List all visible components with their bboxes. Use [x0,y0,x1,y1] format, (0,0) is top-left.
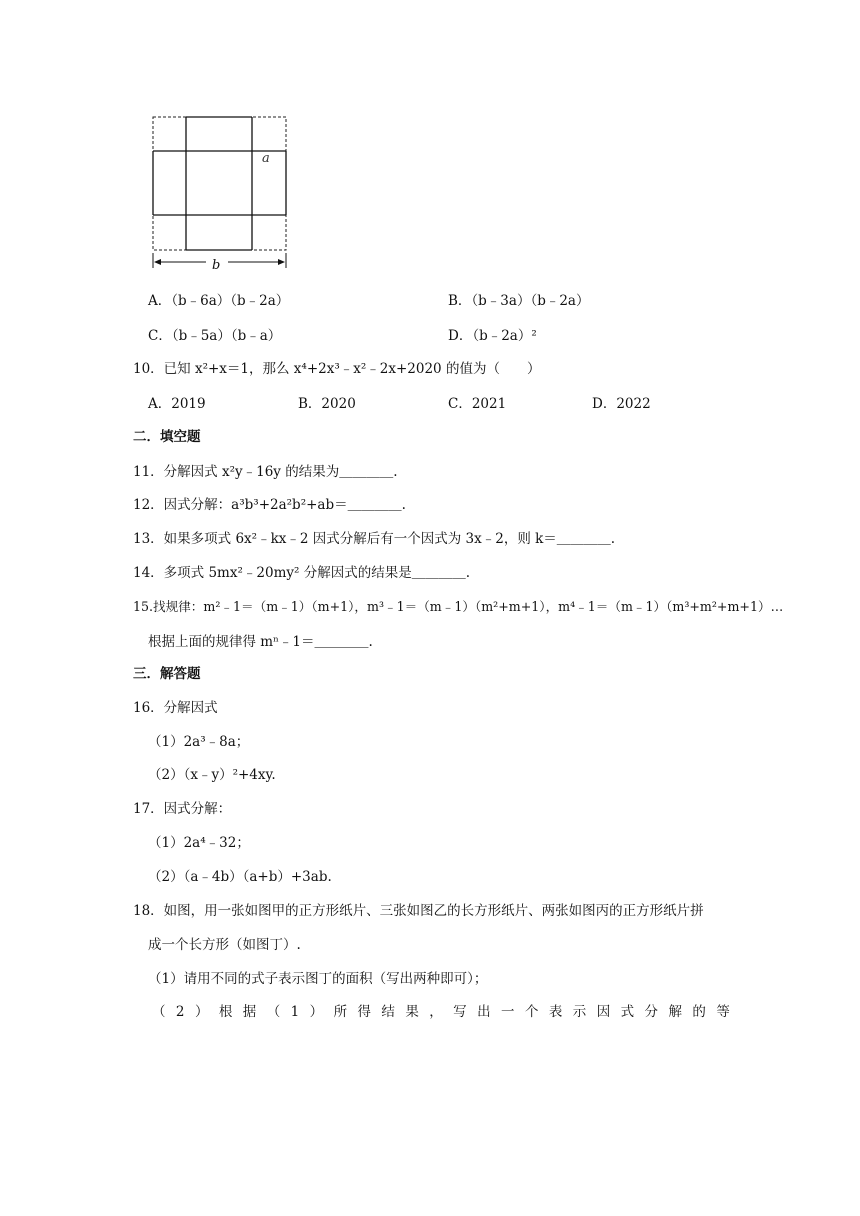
q18-part2-char: 分 [644,1004,659,1020]
q11: 11．分解因式 x²y﹣16y 的结果为＿＿＿＿. [133,464,398,480]
q18-part2-char: 等 [716,1004,730,1020]
q10-option-c: C．2021 [448,396,507,412]
q18-part2-char: 根 [218,1004,233,1020]
square-cutting-figure [148,112,292,272]
q14: 14．多项式 5mx²﹣20my² 分解因式的结果是＿＿＿＿. [133,565,470,581]
q10-option-d: D．2022 [592,396,651,412]
q18-part2-char: 的 [692,1004,706,1020]
q15-line2: 根据上面的规律得 mⁿ﹣1＝＿＿＿＿. [148,634,373,650]
q9-option-a: A．（b﹣6a）（b﹣2a） [148,293,290,309]
section-title-fill-blank: 二．填空题 [133,429,201,445]
q17-title: 17．因式分解： [133,801,232,817]
q18-part2-char: 得 [357,1004,371,1020]
q10-option-a: A．2019 [148,396,206,412]
q18-part2-char: 因 [596,1004,611,1020]
q18-line2: 成一个长方形（如图丁）. [148,937,301,953]
q18-part2-char: 示 [572,1004,587,1020]
q18-part2-char: 出 [477,1004,491,1020]
arrow-left-icon [154,259,161,265]
q15-line1: 15.找规律：m²﹣1＝（m﹣1）（m+1），m³﹣1＝（m﹣1）（m²+m+1），m⁴﹣1＝（m﹣1）（m³+m²+m+1）… [133,599,784,614]
q18-part2-char: 结 [381,1004,395,1020]
outer-dashed-square [153,117,286,250]
q18-part2-char: 据 [242,1004,257,1020]
q9-option-c: C．（b﹣5a）（b﹣a） [148,328,282,344]
label-b: b [212,258,221,272]
q16-part2: （2）（x﹣y）²+4xy. [148,767,276,783]
label-a: a [262,151,270,166]
q18-part2-char: 写 [453,1004,467,1020]
q9-option-d: D．（b﹣2a）² [448,328,537,344]
section-title-answer: 三．解答题 [133,666,201,682]
q18-part2-justified [152,1002,730,1022]
q18-part2-char: 解 [668,1004,682,1020]
q18-part1: （1）请用不同的式子表示图丁的面积（写出两种即可）； [148,971,488,987]
q18-part2-char: 一 [501,1004,515,1020]
q10-stem: 10．已知 x²+x＝1，那么 x⁴+2x³﹣x²﹣2x+2020 的值为（ ） [133,361,541,377]
q18-part2-char: 个 [524,1004,539,1020]
q16-title: 16．分解因式 [133,700,218,716]
q17-part2: （2）（a﹣4b）（a+b）+3ab. [148,869,332,885]
q18-part2-char: 所 [333,1004,348,1020]
q18-part2-char: 1 [290,1004,300,1020]
q18-part2-char: 式 [620,1004,635,1020]
q18-part2-char: 2 [175,1004,185,1020]
q17-part1: （1）2a⁴﹣32； [148,835,250,851]
q13: 13．如果多项式 6x²﹣kx﹣2 因式分解后有一个因式为 3x﹣2，则 k＝＿＿＿＿. [133,531,616,547]
q18-part2-char: 果 [405,1004,419,1020]
q18-part2-char: 表 [548,1004,563,1020]
arrow-right-icon [278,259,285,265]
q18-part2-char: （ [266,1004,281,1020]
q16-part1: （1）2a³﹣8a； [148,734,250,750]
q10-option-b: B．2020 [298,396,356,412]
q18-part2-char: ） [309,1004,324,1020]
q18-part2-char: ） [194,1004,209,1020]
q12: 12．因式分解：a³b³+2a²b²+ab＝＿＿＿＿. [133,497,406,513]
q18-part2-char: （ [152,1004,166,1020]
q9-option-b: B．（b﹣3a）（b﹣2a） [448,293,590,309]
q18-part2-char: ， [429,1004,443,1020]
q18-line1: 18．如图，用一张如图甲的正方形纸片、三张如图乙的长方形纸片、两张如图丙的正方形纸片拼 [133,903,704,919]
